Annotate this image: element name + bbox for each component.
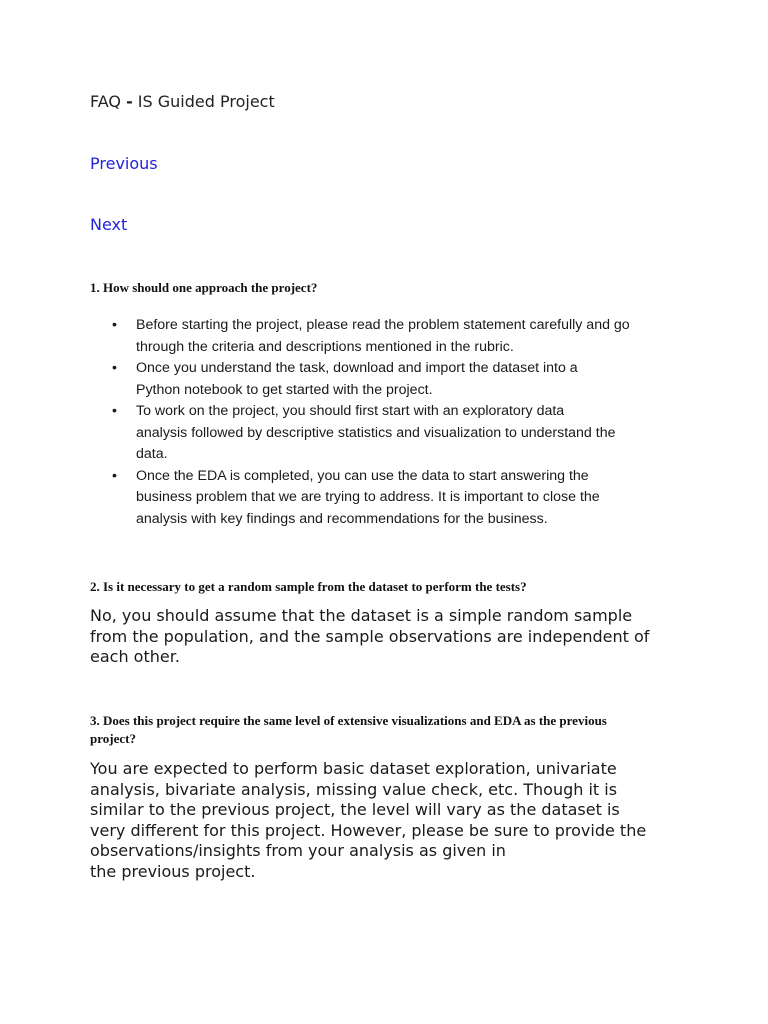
bullet-icon: •	[112, 403, 117, 419]
answer-line: analysis, bivariate analysis, missing value check, etc. Though it is	[90, 779, 618, 799]
question-line: 3. Does this project require the same level of extensive visualizations and EDA as the previous	[90, 713, 607, 728]
previous-link[interactable]: Previous	[90, 154, 158, 173]
bullet-line: analysis followed by descriptive statistics and visualization to understand the	[136, 424, 616, 441]
faq-question-1: 1. How should one approach the project?	[90, 280, 318, 295]
answer-line: each other.	[90, 647, 180, 666]
list-item	[90, 466, 690, 531]
bullet-line: business problem that we are trying to address. It is important to close the	[136, 489, 600, 505]
bullet-icon: •	[112, 360, 117, 376]
bullet-line: through the criteria and descriptions mentioned in the rubric.	[136, 338, 514, 355]
bullet-line: analysis with key findings and recommendations for the business.	[136, 510, 548, 527]
bullet-line: data.	[136, 446, 168, 462]
answer-line: You are expected to perform basic dataset exploration, univariate	[90, 759, 617, 778]
answer-line: from the population, and the sample observations are independent of	[90, 626, 650, 646]
title-dash: -	[126, 92, 133, 111]
bullet-icon: •	[112, 317, 117, 333]
list-item	[90, 358, 690, 401]
next-link[interactable]: Next	[90, 215, 128, 234]
bullet-line: Python notebook to get started with the project.	[136, 381, 433, 398]
answer-line: No, you should assume that the dataset is a simple random sample	[90, 606, 633, 625]
title-left: FAQ	[90, 92, 127, 111]
answer-line: similar to the previous project, the level will vary as the dataset is	[90, 800, 620, 819]
faq-question-2: 2. Is it necessary to get a random sample from the dataset to perform the tests?	[90, 579, 527, 594]
answer-line: very different for this project. However, please be sure to provide the	[90, 820, 647, 840]
bullet-line: To work on the project, you should first start with an exploratory data	[136, 403, 565, 419]
bullet-icon: •	[112, 467, 117, 484]
faq-answer-2	[90, 606, 690, 668]
question-line: project?	[90, 731, 136, 746]
faq-answer-1-list	[90, 315, 690, 530]
title-right: IS Guided Project	[132, 92, 275, 111]
list-item	[90, 401, 690, 466]
page-title	[90, 92, 275, 111]
list-item	[90, 315, 690, 358]
bullet-line: Before starting the project, please read the problem statement carefully and go	[136, 317, 630, 333]
bullet-line: Once the EDA is completed, you can use the data to start answering the	[136, 467, 589, 484]
bullet-line: Once you understand the task, download and import the dataset into a	[136, 360, 578, 376]
faq-question-3	[90, 712, 680, 748]
answer-line: the previous project.	[90, 861, 256, 881]
answer-line: observations/insights from your analysis as given in	[90, 841, 506, 860]
faq-answer-3	[90, 759, 690, 882]
